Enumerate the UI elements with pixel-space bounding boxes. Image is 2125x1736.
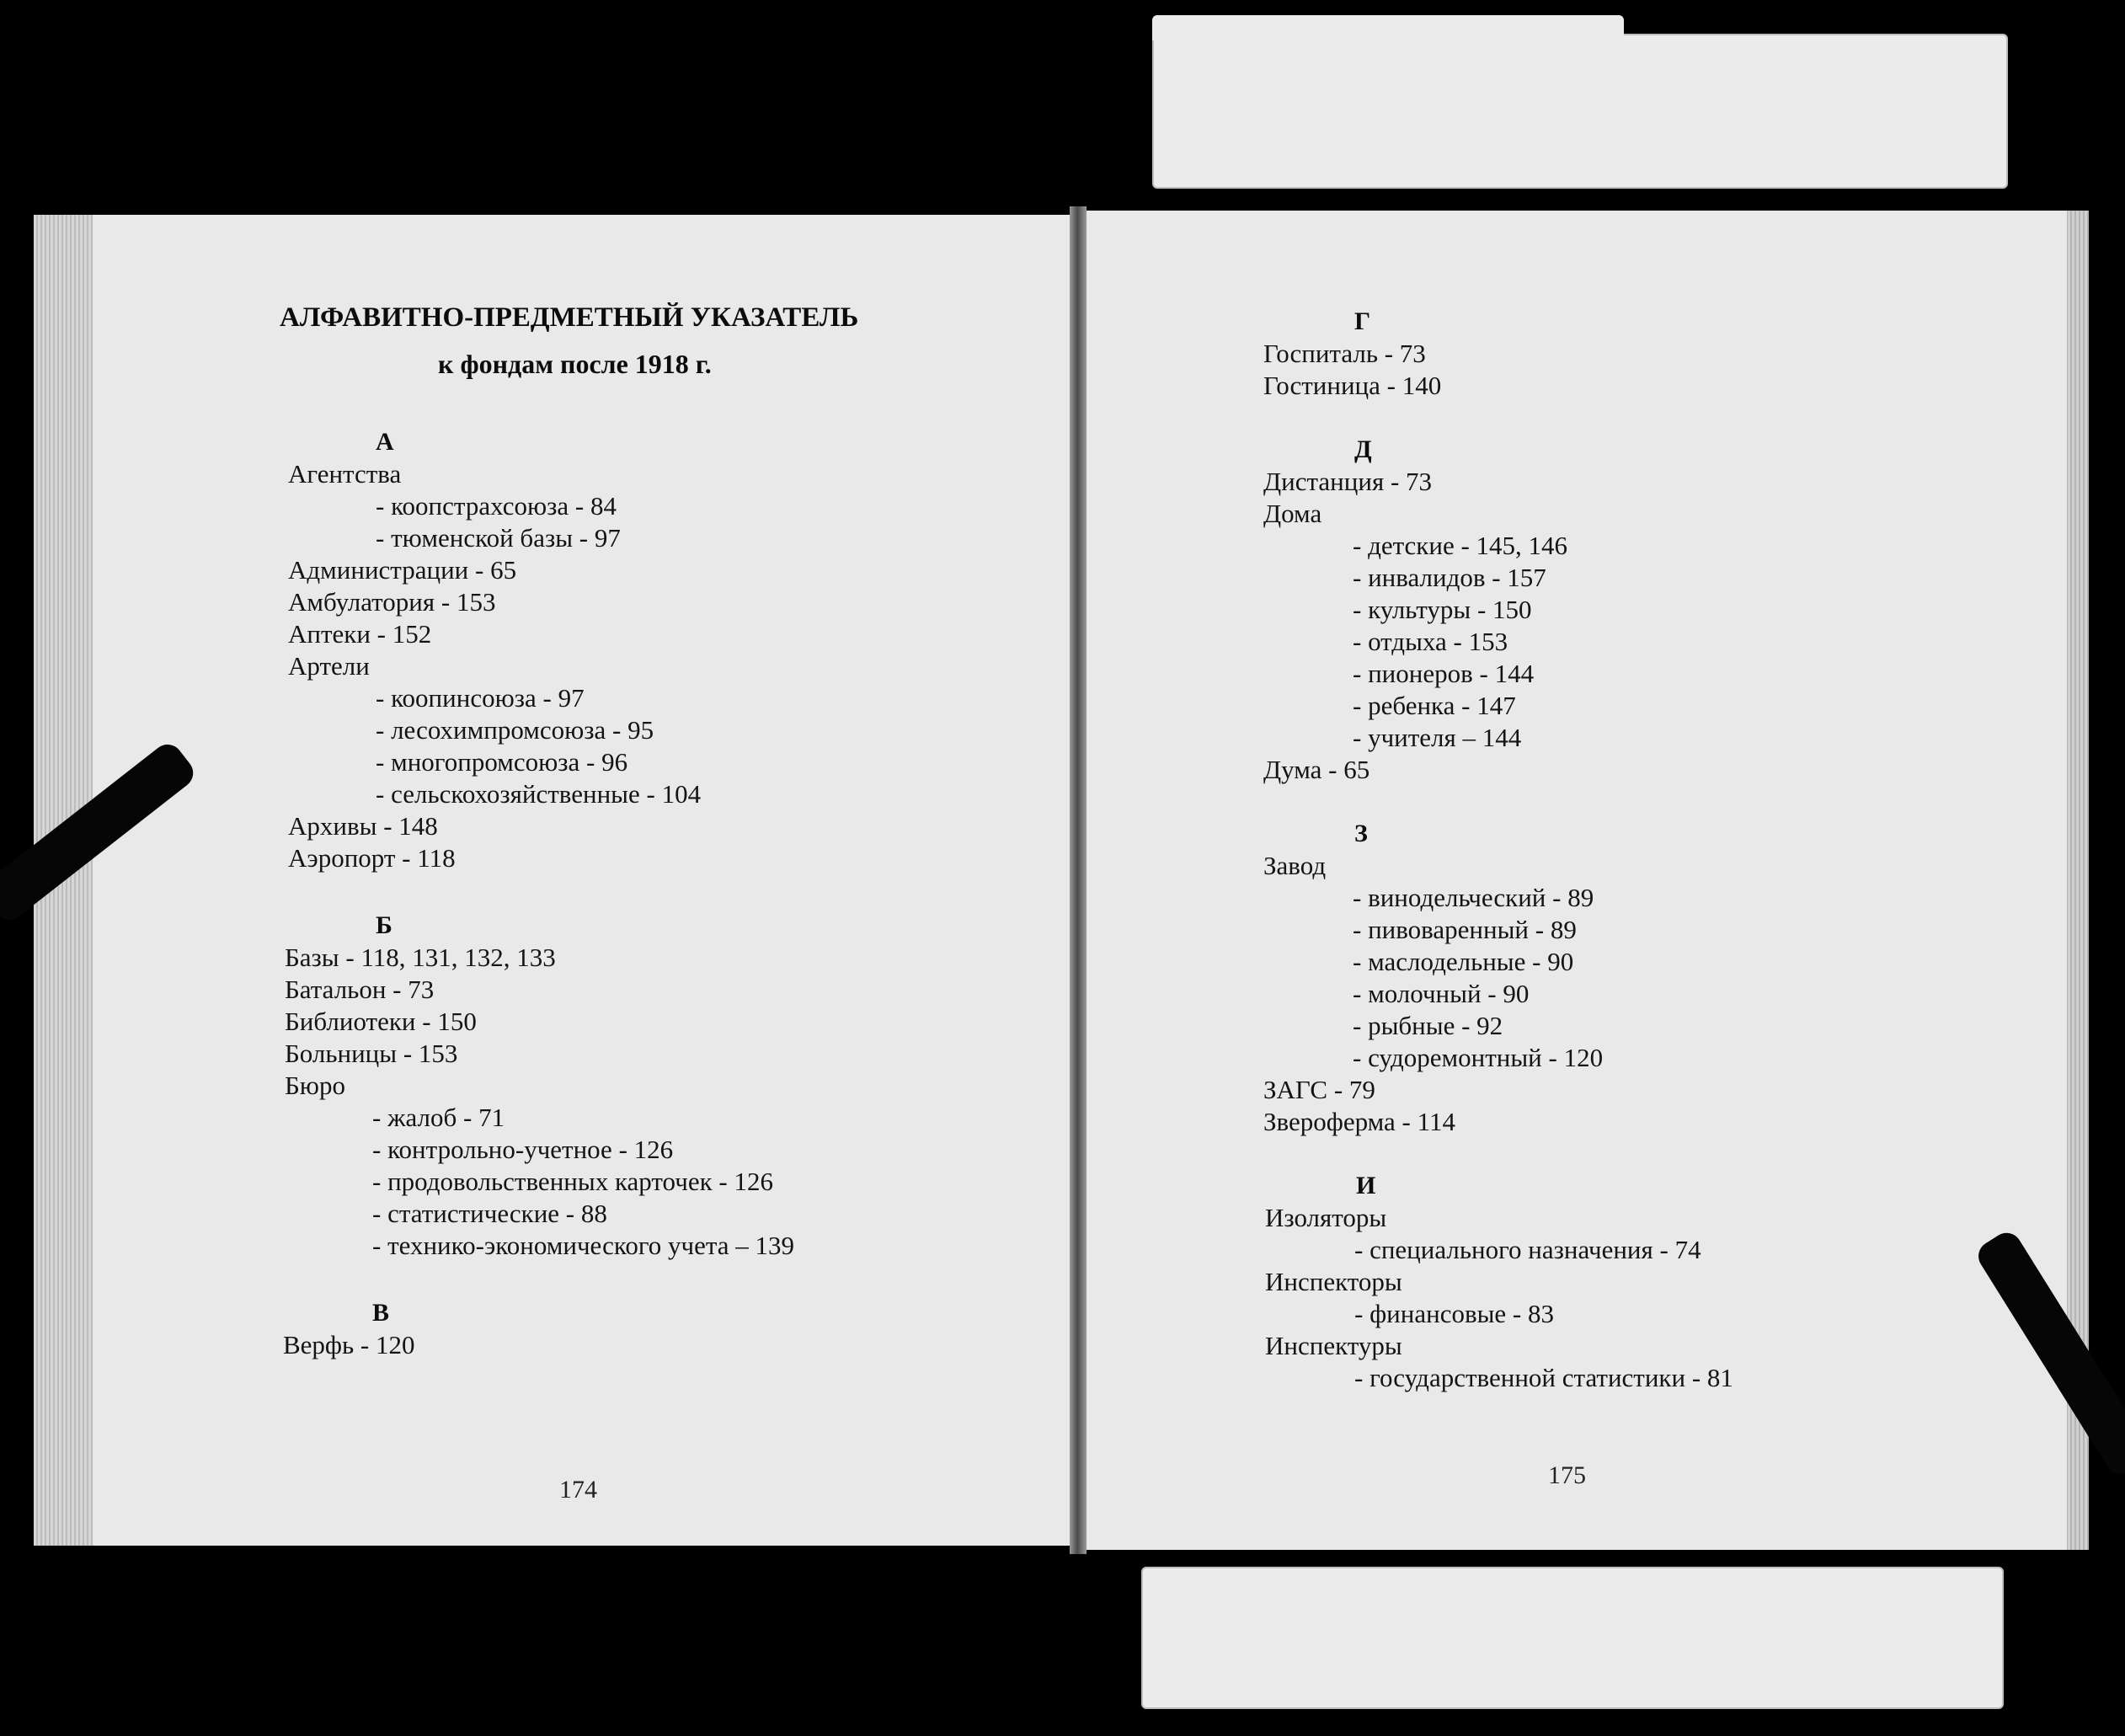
index-subentry: - судоремонтный - 120 [1353,1043,1604,1072]
index-entry: Больницы - 153 [285,1039,458,1068]
index-entry: Госпиталь - 73 [1263,339,1426,368]
index-subentry: - статистические - 88 [372,1199,607,1228]
index-entry: Архивы - 148 [288,811,438,841]
index-subentry: - пионеров - 144 [1353,659,1535,688]
index-entry: Бюро [285,1071,345,1100]
page-number: 174 [559,1476,597,1504]
index-subentry: - многопромсоюза - 96 [376,747,628,777]
index-entry: Агентства [288,459,402,489]
index-subentry: - коопстрахсоюза - 84 [376,491,617,521]
index-subentry: - учителя – 144 [1353,723,1522,752]
paper-slip-bottom [1141,1567,2004,1709]
index-entry: Дистанция - 73 [1263,467,1433,496]
paper-slip-top [1152,34,2008,189]
index-subentry: - жалоб - 71 [372,1103,505,1132]
section-letter: Д [1354,435,1372,463]
index-entry: Звероферма - 114 [1263,1107,1455,1136]
index-entry: ЗАГС - 79 [1263,1075,1375,1104]
section-letter: Г [1354,307,1371,335]
index-entry: Завод [1263,851,1327,880]
index-subentry: - контрольно-учетное - 126 [372,1135,674,1164]
section-letter: Б [376,911,392,939]
section-letter: В [372,1299,390,1327]
index-subentry: - сельскохозяйственные - 104 [376,779,702,809]
index-entry: Батальон - 73 [285,975,435,1004]
book-gutter [1070,206,1087,1554]
section-letter: И [1356,1172,1376,1199]
index-entry: Аптеки - 152 [288,619,432,649]
index-subentry: - инвалидов - 157 [1353,563,1546,592]
index-entry: Амбулатория - 153 [288,587,496,617]
index-entry: Дома [1263,499,1322,528]
index-subentry: - технико-экономического учета – 139 [372,1231,795,1260]
index-entry: Инспектуры [1265,1331,1402,1360]
index-entry: Базы - 118, 131, 132, 133 [285,943,556,972]
index-subentry: - лесохимпромсоюза - 95 [376,715,654,745]
index-subtitle: к фондам после 1918 г. [438,349,712,379]
index-entry: Инспекторы [1265,1267,1402,1296]
index-title: АЛФАВИТНО-ПРЕДМЕТНЫЙ УКАЗАТЕЛЬ [280,302,859,333]
index-subentry: - культуры - 150 [1353,595,1532,624]
section-letter: З [1354,820,1368,847]
page-number: 175 [1548,1461,1586,1489]
index-entry: Верфь - 120 [283,1330,415,1359]
index-entry: Дума - 65 [1263,755,1370,784]
index-subentry: - коопинсоюза - 97 [376,683,585,713]
index-subentry: - маслодельные - 90 [1353,947,1574,976]
index-subentry: - государственной статистики - 81 [1354,1363,1733,1392]
index-subentry: - детские - 145, 146 [1353,531,1568,560]
index-entry: Аэропорт - 118 [288,843,456,873]
index-subentry: - продовольственных карточек - 126 [372,1167,773,1196]
index-subentry: - ребенка - 147 [1353,691,1516,720]
book-page-right [1080,211,2067,1550]
index-subentry: - финансовые - 83 [1354,1299,1554,1328]
index-subentry: - тюменской базы - 97 [376,523,621,553]
index-entry: Администрации - 65 [288,555,517,585]
index-entry: Артели [288,651,370,681]
index-subentry: - пивоваренный - 89 [1353,915,1577,944]
index-subentry: - рыбные - 92 [1353,1011,1503,1040]
index-subentry: - отдыха - 153 [1353,627,1508,656]
section-letter: А [376,428,394,456]
paper-slip-top-tab [1152,15,1624,40]
book-page-left [93,215,1076,1546]
index-entry: Изоляторы [1265,1203,1387,1232]
index-subentry: - винодельческий - 89 [1353,883,1594,912]
index-subentry: - специального назначения - 74 [1354,1235,1701,1264]
index-subentry: - молочный - 90 [1353,979,1530,1008]
index-entry: Библиотеки - 150 [285,1007,477,1036]
index-entry: Гостиница - 140 [1263,371,1442,400]
